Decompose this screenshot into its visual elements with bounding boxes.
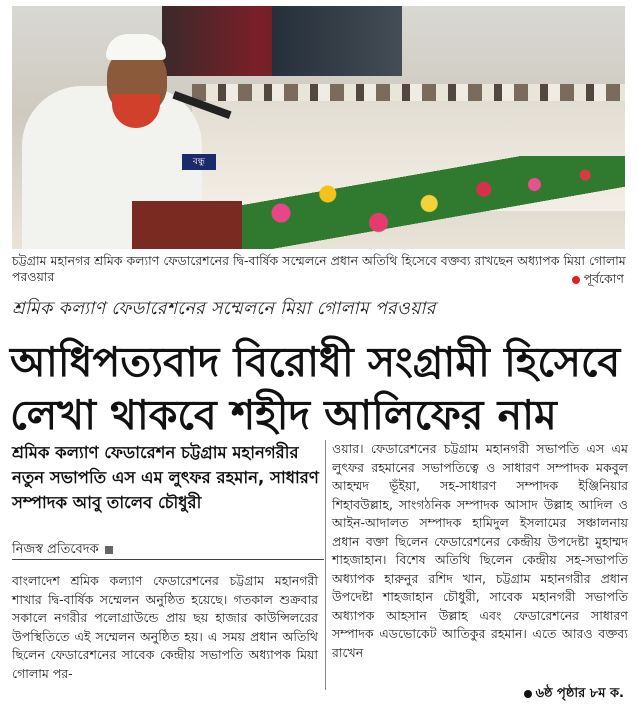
stage-banner-right	[272, 6, 402, 76]
news-photo	[12, 6, 625, 249]
flower-decoration	[242, 156, 625, 249]
tv-channel-logo: বন্ধু	[182, 154, 216, 170]
podium	[132, 201, 242, 249]
byline-text: নিজস্ব প্রতিবেদক	[12, 542, 99, 557]
column-divider	[325, 440, 326, 690]
bullet-icon	[524, 690, 532, 698]
article-body-column-2: ওয়ার। ফেডারেশনের চট্টগ্রাম মহানগরী সভাপতি এস এম লুৎফর রহমানের সভাপতিত্বে ও সাধারণ সম্পাদক মকবুল আহম্মদ ভূঁইয়া, সহ-সাধারণ সম্পাদক ইঞ্জিনিয়ার শিহাবউল্লাহ, সাংগঠনিক সম্পাদক আসাদ উল্লাহ আদিল ও আইন-আদালত সম্পাদক হামিদুল ইসলামের সঞ্চালনায় প্রধান বক্তা ছিলেন ফেডারেশনের কেন্দ্রীয় উপদেষ্টা মুহাম্মদ শাহজাহান। বিশেষ অতিথি ছিলেন কেন্দ্রীয় সহ-সভাপতি অধ্যাপক হারুনুর রশিদ খান, চট্টগ্রাম মহানগরীর প্রধান উপদেষ্টা শাহজাহান চৌধুরী, সাবেক মহানগরী সভাপতি অধ্যাপক আহসান উল্লাহ এবং ফেডারেশনের সাধারণ সম্পাদক এডভোকেট আতিকুর রহমান। এতে আরও বক্তব্য রাখেন	[332, 441, 628, 660]
article-body-column-1: বাংলাদেশ শ্রমিক কল্যাণ ফেডারেশনের চট্টগ্রাম মহানগরী শাখার দ্বি-বার্ষিক সম্মেলন অনুষ্ঠিত হয়েছে। গতকাল শুক্রবার সকালে নগরীর পলোগ্রাউন্ডে প্রায় ছয় হাজার কাউন্সিলরের উপস্থিতিতে এই সম্মেলন অনুষ্ঠিত হয়। এ সময় প্রধান অতিথি ছিলেন ফেডারেশনের সাবেক কেন্দ্রীয় সভাপতি অধ্যাপক মিয়া গোলাম পর-	[12, 573, 318, 681]
photo-caption: চট্টগ্রাম মহানগর শ্রমিক কল্যাণ ফেডারেশনের দ্বি-বার্ষিক সম্মেলনে প্রধান অতিথি হিসেবে বক্তব্য রাখছেন অধ্যাপক মিয়া গোলাম পরওয়ার	[12, 253, 626, 284]
kicker-headline: শ্রমিক কল্যাণ ফেডারেশনের সম্মেলনে মিয়া গোলাম পরওয়ার	[12, 299, 436, 319]
byline	[12, 540, 312, 561]
headline-line-2: লেখা থাকবে শহীদ আলিফের নাম	[10, 391, 557, 439]
photo-credit	[572, 271, 624, 291]
photo-credit-text: পূর্বকোণ	[583, 271, 624, 286]
credit-dot-icon	[572, 276, 580, 284]
sub-headline: শ্রমিক কল্যাণ ফেডারেশন চট্টগ্রাম মহানগরীর নতুন সভাপতি এস এম লুৎফর রহমান, সাধারণ সম্পাদক আবু তালেব চৌধুরী	[12, 443, 319, 512]
continuation-text: ৬ষ্ঠ পৃষ্ঠার ৮ম ক.	[535, 686, 624, 701]
continuation-note[interactable]	[524, 684, 624, 705]
byline-square-icon	[105, 546, 113, 554]
speaker-cap	[106, 34, 166, 60]
divider	[12, 559, 324, 560]
headline-line-1: আধিপত্যবাদ বিরোধী সংগ্রামী হিসেবে	[10, 338, 621, 386]
